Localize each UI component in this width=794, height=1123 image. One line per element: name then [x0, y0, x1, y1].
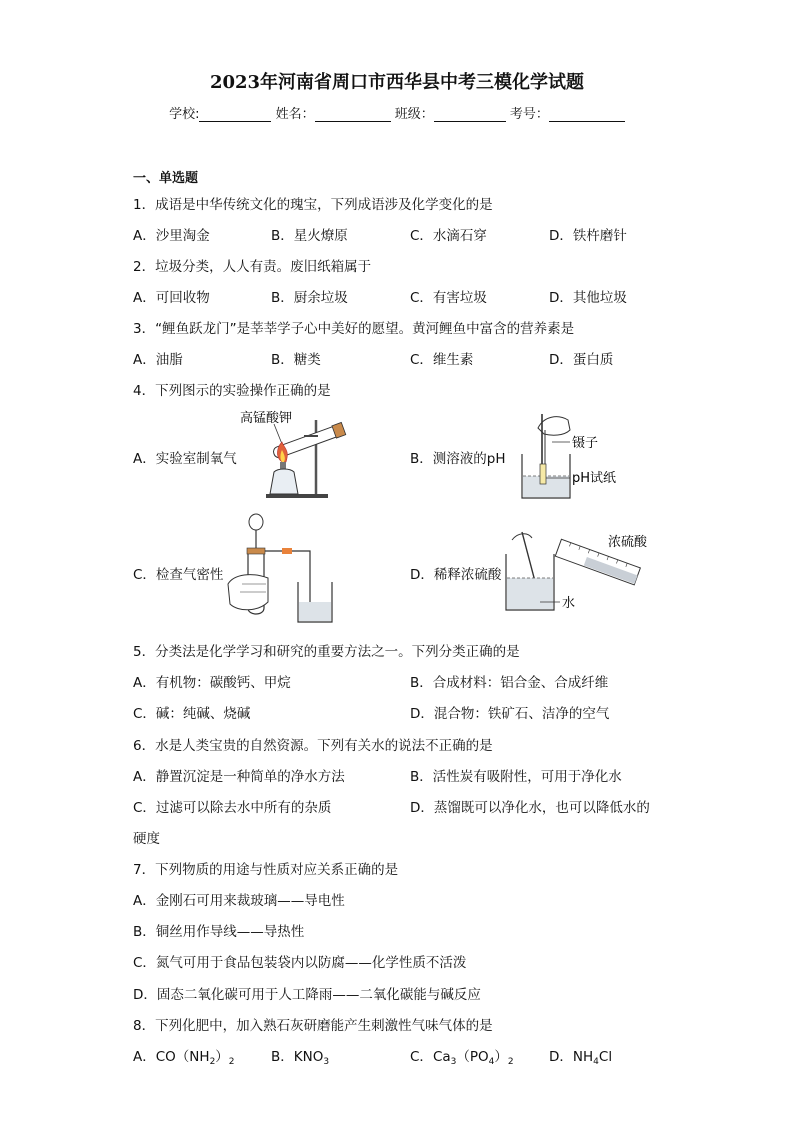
- q1-option-b[interactable]: B．星火燎原: [271, 228, 348, 244]
- q5-option-c[interactable]: C．碱：纯碱、烧碱: [133, 706, 251, 722]
- figure-airtightness-check: [222, 512, 342, 624]
- q8-c-formula-3: ）: [494, 1049, 508, 1065]
- q8-c-formula-1: Ca: [432, 1049, 451, 1065]
- question-7-stem: 7．下列物质的用途与性质对应关系正确的是: [133, 862, 399, 878]
- q6-option-d[interactable]: D．蒸馏既可以净化水，也可以降低水的: [410, 800, 650, 816]
- q8-b-prefix: B．: [271, 1049, 294, 1065]
- q2-option-a[interactable]: A．可回收物: [133, 290, 210, 306]
- q2-option-d[interactable]: D．其他垃圾: [549, 290, 627, 306]
- question-5-stem: 5．分类法是化学学习和研究的重要方法之一。下列分类正确的是: [133, 644, 520, 660]
- figure-oxygen-preparation: [238, 406, 358, 502]
- q1-option-d[interactable]: D．铁杵磨针: [549, 228, 627, 244]
- section-heading: 一、单选题: [133, 171, 199, 186]
- q5-option-a[interactable]: A．有机物：碳酸钙、甲烷: [133, 675, 291, 691]
- name-label: 姓名：: [275, 107, 315, 122]
- number-label: 考号：: [509, 107, 549, 122]
- q3-option-a[interactable]: A．油脂: [133, 352, 183, 368]
- q3-option-c[interactable]: C．维生素: [410, 352, 474, 368]
- q8-d-formula-1: NH: [572, 1049, 594, 1065]
- fig-b-label-ph-paper: pH试纸: [572, 471, 617, 486]
- q6-option-a[interactable]: A．静置沉淀是一种简单的净水方法: [133, 769, 345, 785]
- q8-a-sub-1: 2: [209, 1057, 216, 1067]
- q8-b-sub-1: 3: [323, 1057, 330, 1067]
- class-blank[interactable]: [434, 107, 506, 122]
- q7-option-d[interactable]: D．固态二氧化碳可用于人工降雨——二氧化碳能与碱反应: [133, 987, 481, 1003]
- question-2-stem: 2．垃圾分类，人人有责。废旧纸箱属于: [133, 259, 372, 275]
- q4-option-a[interactable]: A．实验室制氧气: [133, 451, 237, 467]
- q3-option-d[interactable]: D．蛋白质: [549, 352, 614, 368]
- figure-dilute-sulfuric-acid: [500, 526, 660, 616]
- q8-c-sub-1: 3: [450, 1057, 457, 1067]
- q8-a-prefix: A．: [133, 1049, 156, 1065]
- fig-a-label: 高锰酸钾: [240, 411, 293, 426]
- q8-option-d[interactable]: [549, 1045, 612, 1067]
- q1-option-c[interactable]: C．水滴石穿: [410, 228, 487, 244]
- q2-option-c[interactable]: C．有害垃圾: [410, 290, 487, 306]
- q8-a-sub-2: 2: [228, 1057, 235, 1067]
- q8-option-a[interactable]: [133, 1045, 235, 1067]
- figure-ph-measurement: [514, 406, 626, 502]
- q7-option-b[interactable]: B．铜丝用作导线——导热性: [133, 924, 305, 940]
- q4-option-d[interactable]: D．稀释浓硫酸: [410, 567, 502, 583]
- q4-option-b[interactable]: B．测溶液的pH: [410, 451, 506, 467]
- q7-option-c[interactable]: C．氮气可用于食品包装袋内以防腐——化学性质不活泼: [133, 955, 467, 971]
- question-1-stem: 1．成语是中华传统文化的瑰宝，下列成语涉及化学变化的是: [133, 197, 493, 213]
- school-label: 学校:: [169, 107, 200, 122]
- fig-b-label-tweezers: 镊子: [572, 436, 599, 451]
- q7-option-a[interactable]: A．金刚石可用来裁玻璃——导电性: [133, 893, 345, 909]
- q6-option-d-continued: 硬度: [133, 831, 160, 847]
- question-3-stem: 3．“鲤鱼跃龙门”是莘莘学子心中美好的愿望。黄河鲤鱼中富含的营养素是: [133, 321, 575, 337]
- question-4-stem: 4．下列图示的实验操作正确的是: [133, 383, 331, 399]
- school-blank[interactable]: [199, 107, 271, 122]
- q4-option-c[interactable]: C．检查气密性: [133, 567, 224, 583]
- q8-a-formula-1: CO（NH: [155, 1049, 210, 1065]
- fig-d-label-acid: 浓硫酸: [608, 535, 648, 550]
- q1-option-a[interactable]: A．沙里淘金: [133, 228, 210, 244]
- q8-a-formula-2: ）: [215, 1049, 229, 1065]
- q6-option-b[interactable]: B．活性炭有吸附性，可用于净化水: [410, 769, 622, 785]
- q8-b-formula-1: KNO: [293, 1049, 324, 1065]
- q8-c-prefix: C．: [410, 1049, 433, 1065]
- q3-option-b[interactable]: B．糖类: [271, 352, 321, 368]
- q6-option-c[interactable]: C．过滤可以除去水中所有的杂质: [133, 800, 332, 816]
- q5-option-d[interactable]: D．混合物：铁矿石、洁净的空气: [410, 706, 610, 722]
- q8-c-sub-3: 2: [507, 1057, 514, 1067]
- q5-option-b[interactable]: B．合成材料：铝合金、合成纤维: [410, 675, 609, 691]
- q8-d-formula-2: Cl: [598, 1049, 613, 1065]
- q2-option-b[interactable]: B．厨余垃圾: [271, 290, 348, 306]
- fig-d-label-water: 水: [562, 596, 576, 611]
- name-blank[interactable]: [315, 107, 391, 122]
- q8-c-sub-2: 4: [488, 1057, 495, 1067]
- q8-d-sub-1: 4: [593, 1057, 599, 1067]
- page-title: 2023年河南省周口市西华县中考三模化学试题: [209, 72, 585, 93]
- number-blank[interactable]: [549, 107, 625, 122]
- q8-d-prefix: D．: [549, 1049, 573, 1065]
- student-info-line: [0, 103, 794, 122]
- question-8-stem: 8．下列化肥中，加入熟石灰研磨能产生刺激性气味气体的是: [133, 1018, 493, 1034]
- q8-option-b[interactable]: [271, 1045, 329, 1067]
- q8-c-formula-2: （PO: [456, 1049, 489, 1065]
- question-6-stem: 6．水是人类宝贵的自然资源。下列有关水的说法不正确的是: [133, 738, 493, 754]
- q8-option-c[interactable]: [410, 1045, 514, 1067]
- class-label: 班级：: [394, 107, 434, 122]
